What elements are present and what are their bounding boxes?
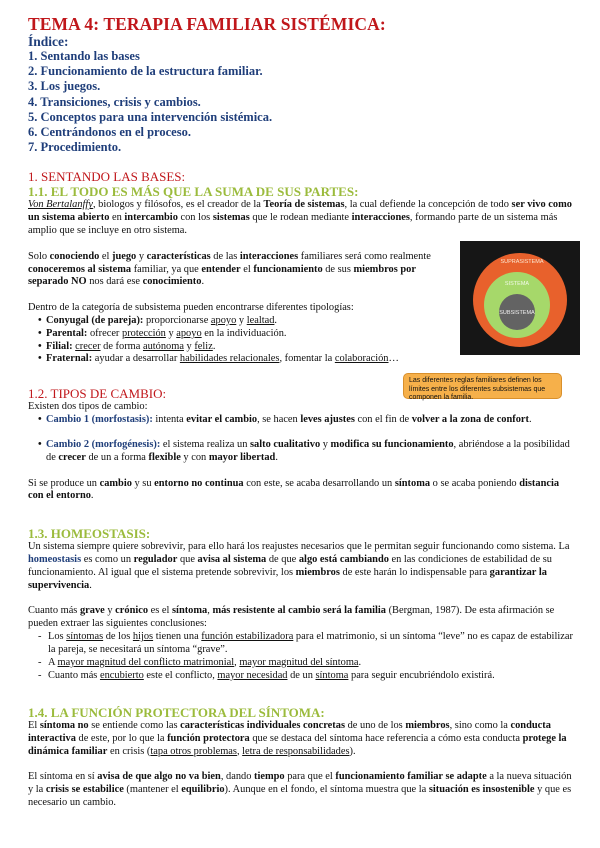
- list-item: • Parental: ofrecer protección y apoyo en la individuación.: [38, 328, 573, 341]
- section-1-heading: 1. SENTANDO LAS BASES:: [28, 169, 186, 185]
- diagram-label-subsistema: SUBSISTEMA: [499, 310, 535, 316]
- index-item: 1. Sentando las bases: [28, 49, 140, 63]
- list-item: • Cambio 1 (morfostasis): intenta evitar el cambio, se hacen leves ajustes con el fin de volver a la zona de confort.: [38, 414, 573, 427]
- section-1-3-heading: 1.3. HOMEOSTASIS:: [28, 526, 151, 542]
- list-item: • Filial: crecer de forma autónoma y feliz.: [38, 341, 573, 354]
- paragraph-funcion-protectora: El síntoma no se entiende como las características individuales concretas de uno de los miembros, sino como la conducta interactiva de este, por lo que la función protectora que se destaca del síntoma hace referencia a cómo esta conducta protege la dinámica familiar en crisis (tapa otros problemas, letra de responsabilidades).: [28, 719, 567, 757]
- index-item: 2. Funcionamiento de la estructura familiar.: [28, 64, 263, 79]
- paragraph-sintoma-entorno: Si se produce un cambio y su entorno no continua con este, se acaba desarrollando un síntoma o se acaba poniendo distancia con el entorno.: [28, 477, 560, 502]
- section-1-2-heading: 1.2. TIPOS DE CAMBIO:: [28, 386, 167, 402]
- index-item: 7. Procedimiento.: [28, 140, 122, 155]
- diagram-label-sistema: SISTEMA: [504, 281, 530, 287]
- index-item: 4. Transiciones, crisis y cambios.: [28, 94, 201, 109]
- index-item: 3. Los juegos.: [28, 79, 101, 94]
- list-item: - Los síntomas de los hijos tienen una función estabilizadora para el matrimonio, si un síntoma “leve” no es capaz de estabilizar la pareja, se necesitará un síntoma “grave”.: [38, 631, 573, 657]
- paragraph-von-bertalanffy: Von Bertalanffy, biologos y filósofos, es el creador de la Teoría de sistemas, la cual defiende la concepción de todo ser vivo como un sistema abierto en intercambio con los sistemas que le rodean mediante interacciones, formando parte de un sistema más amplio que se incluye en otro sistema.: [28, 199, 572, 237]
- section-1-1-heading: 1.1. EL TODO ES MÁS QUE LA SUMA DE SUS PARTES:: [28, 184, 359, 200]
- callout-note: Las diferentes reglas familiares definen los límites entre los diferentes subsistemas que componen la familia.: [403, 373, 562, 399]
- index-heading: Índice:: [28, 34, 69, 49]
- change-types-list: [28, 414, 573, 465]
- list-item: - A mayor magnitud del conflicto matrimonial, mayor magnitud del síntoma.: [38, 657, 573, 670]
- index-item: 5. Conceptos para una intervención sistémica.: [28, 109, 273, 124]
- nested-circles-diagram: [460, 241, 580, 355]
- list-item: - Cuanto más encubierto este el conflicto, mayor necesidad de un síntoma para seguir encubriéndolo existirá.: [38, 670, 573, 683]
- paragraph-homeostasis: Un sistema siempre quiere sobrevivir, para ello hará los reajustes necesarios que le permitan seguir funcionando como sistema. La homeostasis es como un regulador que avisa al sistema de que algo está cambiando en las condiciones de estabilidad de su funcionamiento. Al igual que el sistema pretende sobrevivir, los miembros de este harán lo indispensable para garantizar la supervivencia.: [28, 541, 570, 592]
- system-diagram: [460, 241, 580, 355]
- paragraph-subsistemas: Dentro de la categoría de subsistema pueden encontrarse diferentes tipologías:: [28, 301, 354, 313]
- list-item: • Cambio 2 (morfogénesis): el sistema realiza un salto cualitativo y modifica su funcionamiento, abriéndose a la posibilidad de crecer de un a forma flexible y con mayor libertad.: [38, 439, 573, 465]
- paragraph-tipos-cambio: Existen dos tipos de cambio:: [28, 401, 148, 413]
- paragraph-bergman: Cuanto más grave y crónico es el síntoma, más resistente al cambio será la familia (Bergman, 1987). De esta afirmación se pueden extraer las siguientes conclusiones:: [28, 605, 555, 630]
- index-list: [28, 49, 573, 155]
- list-item: • Fraternal: ayudar a desarrollar habilidades relacionales, fomentar la colaboración…: [38, 353, 573, 366]
- index-item: 6. Centrándonos en el proceso.: [28, 125, 191, 140]
- paragraph-aviso-sintoma: El síntoma en sí avisa de que algo no va bien, dando tiempo para que el funcionamiento familiar se adapte a la nueva situación y la crisis se estabilice (mantener el equilibrio). Aunque en el fondo, el síntoma muestra que la situación es insostenible y que es necesario un cambio.: [28, 771, 572, 808]
- document-title: TEMA 4: TERAPIA FAMILIAR SISTÉMICA:: [28, 14, 386, 34]
- paragraph-conocer-sistema: Solo conociendo el juego y características de las interacciones familiares será como realmente conoceremos al sistema familiar, ya que entender el funcionamiento de sus miembros por separado NO nos dará ese conocimiento.: [28, 250, 431, 288]
- section-1-4-heading: 1.4. LA FUNCIÓN PROTECTORA DEL SÍNTOMA:: [28, 704, 325, 720]
- document-page: [28, 14, 573, 810]
- conclusions-list: [28, 631, 573, 683]
- diagram-label-suprasistema: SUPRASISTEMA: [500, 259, 544, 265]
- list-item: • Conyugal (de pareja): proporcionarse apoyo y lealtad.: [38, 315, 573, 328]
